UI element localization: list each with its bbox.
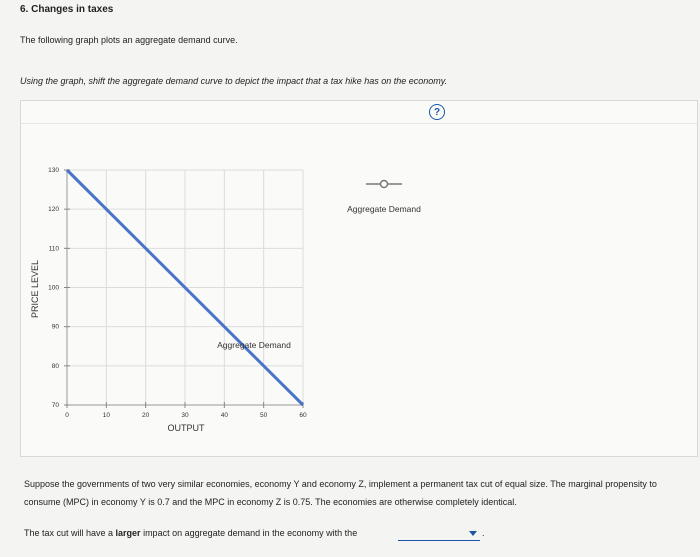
y-axis-label: PRICE LEVEL	[30, 259, 40, 319]
answer-prefix: The tax cut will have a	[24, 528, 116, 538]
y-tick-label: 90	[51, 323, 59, 331]
y-tick-label: 110	[48, 245, 59, 253]
help-icon[interactable]: ?	[429, 104, 445, 120]
answer-bold: larger	[115, 528, 141, 538]
answer-sentence	[24, 528, 357, 538]
legend-marker[interactable]	[366, 181, 402, 188]
x-tick-label: 20	[142, 412, 150, 419]
economy-dropdown[interactable]	[398, 527, 480, 541]
question-title: 6. Changes in taxes	[20, 4, 114, 15]
x-axis-label: OUTPUT	[167, 423, 205, 433]
sentence-period: .	[482, 528, 485, 538]
graph-ticks	[48, 167, 307, 419]
x-tick-label: 30	[181, 412, 189, 419]
y-tick-label: 100	[48, 284, 59, 292]
x-tick-label: 50	[260, 412, 268, 419]
x-tick-label: 60	[299, 412, 307, 419]
x-tick-label: 0	[65, 412, 69, 419]
question-intro: The following graph plots an aggregate demand curve.	[20, 35, 238, 45]
curve-annotation[interactable]: Aggregate Demand	[217, 340, 291, 350]
chevron-down-icon[interactable]	[469, 531, 477, 536]
x-tick-label: 10	[102, 412, 110, 419]
question-instruction: Using the graph, shift the aggregate demand curve to depict the impact that a tax hike has on the economy.	[20, 76, 448, 86]
y-tick-label: 70	[51, 402, 59, 409]
y-tick-label: 130	[48, 167, 59, 174]
y-tick-label: 120	[48, 206, 59, 214]
question-text: Suppose the governments of two very similar economies, economy Y and economy Z, implement a permanent tax cut of equal size. The marginal propensity to consume (MPC) in economy Y is 0.7 and the MPC in economy Z is 0.75. The economies are otherwise completely identical.	[24, 479, 657, 507]
legend-label: Aggregate Demand	[347, 204, 421, 214]
answer-suffix: impact on aggregate demand in the economy with the	[140, 528, 358, 538]
x-tick-label: 40	[220, 412, 228, 419]
y-tick-label: 80	[51, 362, 59, 370]
